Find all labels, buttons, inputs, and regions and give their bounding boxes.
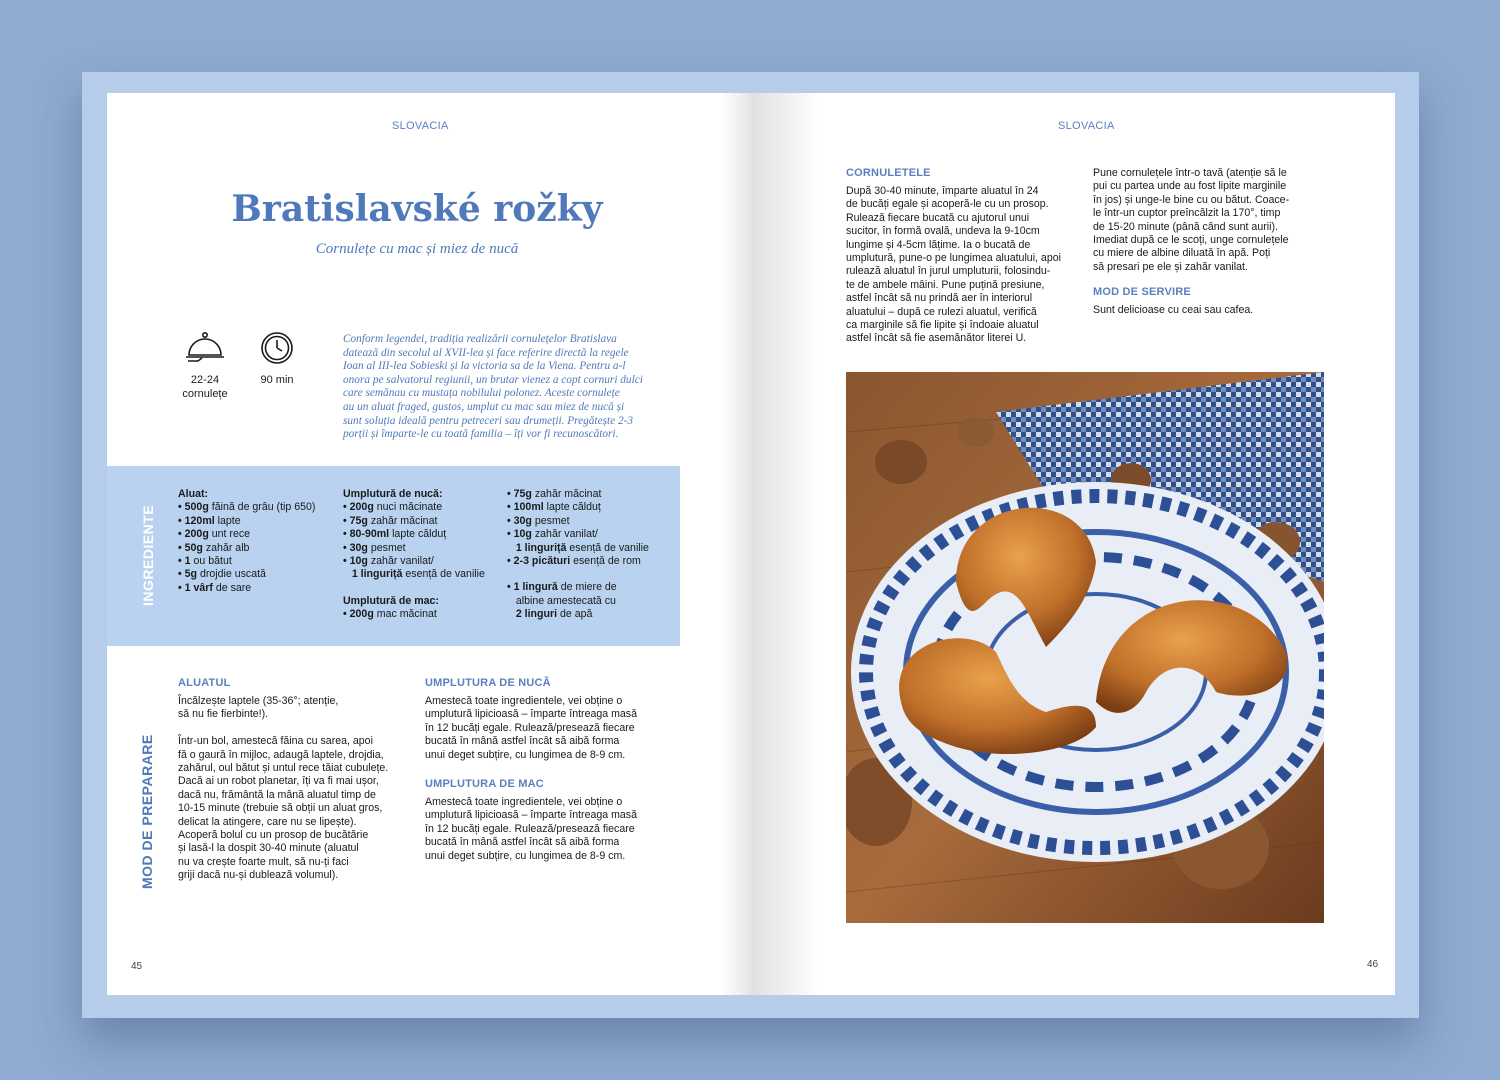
serving-heading: MOD DE SERVIRE	[1093, 286, 1191, 299]
ingredient-name: de miere de	[557, 581, 617, 594]
ingredient-name: albine amestecată cu	[507, 594, 616, 607]
ingredient-name: nuci măcinate	[373, 501, 443, 514]
ingredient-quantity: • 75g	[343, 514, 368, 527]
ingredient-name: zahăr vanilat/	[367, 555, 434, 568]
ingredient-name: lapte călduț	[389, 528, 447, 541]
ingredient-item	[507, 581, 649, 594]
ingredient-item	[178, 555, 315, 568]
cornuletele-heading: CORNULETELE	[846, 167, 931, 179]
ingredient-quantity: 1 linguriță	[343, 568, 403, 581]
ingredient-quantity: • 1 vârf	[178, 581, 213, 594]
nuca-text: Amestecă toate ingredientele, vei obține o umplutură lipicioasă – împarte întreaga masă în 12 bucăți egale. Rulează/presează fiecare bucată în mână astfel încât să aibă forma unui deget subțire, cu lungimea de 8-9 cm.	[425, 695, 637, 761]
bake-text: Pune cornulețele într-o tavă (atenție să le pui cu partea unde au fost lipite marginile în jos) și unge-le bine cu ou bătut. Coace- le într-un cuptor preîncălzit la 170°, timp de 15-20 minute (până când sunt aurii). Imediat după ce le scoți, unge cornulețele cu miere de albine diluată în apă. Poți să presari pe ele și zahăr vanilat.	[1093, 167, 1290, 273]
ingredient-name: lapte călduț	[543, 501, 601, 514]
ingredient-item	[178, 582, 315, 595]
clock-icon	[259, 331, 295, 365]
ingredient-quantity: • 200g	[343, 501, 374, 514]
time-label: 90 min	[260, 374, 294, 386]
ingredient-item	[178, 501, 315, 514]
ingredient-name: lapte	[214, 514, 241, 527]
intro-line: au un aluat fraged, gustos, umplut cu mac sau miez de nucă și	[343, 400, 625, 413]
aluatul-text: Încălzește laptele (35-36°; atenție, să nu fie fierbinte!). Într-un bol, amestecă făina cu sarea, apoi fă o gaură în mijloc, adaugă laptele, drojdia, zahărul, oul bătut și untul rece tăiat cubulețe. Dacă ai un robot planetar, îți va fi mai ușor, dacă nu, frământă la mână aluatul timp de 10-15 minute (trebuie să obții un aluat gros, delicat la atingere, care nu se lipește). Acoperă bolul cu un prosop de bucătărie și lasă-l la dospit 30-40 minute (aluatul nu va crește foarte mult, să nu-ți faci griji dacă nu-și dublează volumul).	[178, 695, 389, 882]
open-book	[82, 72, 1419, 1018]
ingredient-item	[507, 501, 649, 514]
ingredient-quantity: • 100ml	[507, 501, 544, 514]
ingredient-name: mac măcinat	[373, 608, 437, 621]
ingredient-item	[507, 542, 649, 555]
ingredient-name: de apă	[557, 608, 593, 621]
ingredient-item	[343, 555, 485, 568]
intro-line: Conform legendei, tradiția realizării cornulețelor Bratislava	[343, 333, 617, 345]
time-stat	[242, 331, 312, 387]
ingredient-name: făină de grâu (tip 650)	[208, 501, 316, 514]
ingredient-item	[343, 542, 485, 555]
mac-text: Amestecă toate ingredientele, vei obține o umplutură lipicioasă – împarte întreaga masă în 12 bucăți egale. Rulează/presează fiecare bucată în mână astfel încât să aibă forma unui deget subțire, cu lungimea de 8-9 cm.	[425, 796, 637, 862]
ingredient-quantity: 2 linguri	[507, 608, 558, 621]
ingredient-quantity: • 30g	[343, 541, 368, 554]
ingredient-item	[343, 501, 485, 514]
left-page	[107, 93, 751, 995]
running-head: SLOVACIA	[392, 120, 449, 132]
ingredient-item	[343, 568, 485, 581]
mac-section	[425, 778, 685, 863]
ingredient-item	[343, 515, 485, 528]
ingredient-quantity: • 200g	[178, 528, 209, 541]
ingredient-quantity: • 75g	[507, 488, 532, 500]
page-number-right: 46	[1367, 959, 1379, 970]
ingredient-item	[507, 555, 649, 568]
ingredient-item	[507, 515, 649, 528]
servings-label: 22-24 cornulețe	[182, 374, 228, 400]
ingredients-column-extra	[507, 488, 649, 622]
running-head: SLOVACIA	[1058, 120, 1115, 132]
ingredient-quantity: • 2-3 picături	[507, 555, 571, 568]
ingredient-quantity: • 1	[178, 555, 191, 568]
gutter-shadow-right	[751, 93, 821, 995]
recipe-title: Bratislavské rožky	[231, 188, 603, 230]
aluatul-heading: ALUATUL	[178, 677, 231, 689]
ingredient-quantity: 1 linguriță	[507, 541, 567, 554]
recipe-subtitle: Cornulețe cu mac și miez de nucă	[315, 241, 519, 257]
ingredient-item	[178, 488, 315, 501]
ingredients-band	[107, 466, 680, 646]
ingredients-column-aluat	[178, 488, 315, 595]
ingredients-label: INGREDIENTE	[140, 504, 156, 606]
ingredient-item	[343, 595, 485, 608]
right-page	[751, 93, 1395, 995]
ingredient-quantity: • 10g	[507, 528, 532, 541]
ingredient-name: de sare	[212, 581, 252, 594]
ingredient-quantity: • 10g	[343, 555, 368, 568]
gutter-shadow-left	[721, 93, 751, 995]
ingredient-name: pesmet	[367, 541, 406, 554]
ingredient-item	[178, 568, 315, 581]
ingredient-name: zahăr vanilat/	[531, 528, 598, 541]
cornuletele-section	[846, 167, 1086, 346]
ingredient-name: zahăr alb	[202, 541, 250, 554]
intro-line: sunt soluția ideală pentru petreceri sau drumeții. Pregătește 2-3	[343, 414, 634, 427]
mac-heading: UMPLUTURA DE MAC	[425, 778, 544, 790]
ingredient-item	[178, 515, 315, 528]
intro-text	[343, 333, 673, 442]
ingredients-column-fillings	[343, 488, 485, 622]
ingredient-item	[178, 542, 315, 555]
recipe-photo	[846, 372, 1324, 923]
ingredient-item	[343, 528, 485, 541]
intro-line: porții și împarte-le cu toată familia – îți vor fi recunoscători.	[343, 428, 619, 441]
ingredient-quantity: Umplutură de nucă:	[343, 488, 443, 500]
ingredient-item	[178, 528, 315, 541]
ingredient-name: esență de rom	[570, 555, 641, 568]
intro-line: datează din secolul al XVII-lea și face referire directă la regele	[343, 346, 629, 359]
ingredient-item	[343, 608, 485, 621]
ingredient-quantity: Umplutură de mac:	[343, 594, 439, 607]
page-number-left: 45	[131, 961, 143, 972]
ingredient-item	[507, 568, 649, 581]
ingredient-item	[507, 608, 649, 621]
nuca-section	[425, 677, 685, 762]
ingredient-quantity: • 50g	[178, 541, 203, 554]
ingredient-item	[343, 488, 485, 501]
ingredient-name: zahăr măcinat	[367, 514, 438, 527]
ingredient-name: zahăr măcinat	[531, 488, 602, 500]
ingredient-item	[507, 488, 649, 501]
ingredient-item	[507, 595, 649, 608]
ingredient-quantity: • 500g	[178, 501, 209, 514]
bake-section	[1093, 167, 1318, 318]
ingredient-name: drojdie uscată	[197, 568, 266, 581]
cornuletele-text: După 30-40 minute, împarte aluatul în 24 de bucăți egale și acoperă-le cu un prosop. Rulează fiecare bucată cu ajutorul unui sucitor, în formă ovală, undeva la 9-10cm lungime și 4-5cm lățime. Ia o bucată de umplutură, pune-o pe lungimea aluatului, apoi rulează aluatul în jurul umpluturii, folosindu- te de ambele mâini. Pune puțină presiune, astfel încât să nu prindă aer în interiorul aluatului – după ce rulezi aluatul, verifică ca marginile să fie lipite și îndoaie aluatul astfel încât să fie asemănător literei U.	[846, 185, 1061, 345]
ingredient-name: pesmet	[531, 514, 570, 527]
ingredient-quantity: • 30g	[507, 514, 532, 527]
intro-line: care semănau cu mustața nobilului polonez. Aceste cornulețe	[343, 387, 620, 400]
serving-text: Sunt delicioase cu ceai sau cafea.	[1093, 304, 1254, 317]
method-label: MOD DE PREPARARE	[139, 734, 155, 889]
ingredient-name: esență de vanilie	[566, 541, 649, 554]
ingredient-item	[343, 582, 485, 595]
intro-line: Ioan al III-lea Sobieski și la victoria sa de la Viena. Pentru a-l	[343, 360, 626, 373]
ingredient-name: ou bătut	[190, 555, 232, 568]
ingredient-item	[507, 528, 649, 541]
ingredient-quantity: • 1 lingură	[507, 581, 558, 594]
ingredient-quantity: Aluat:	[178, 488, 209, 500]
pastry-plate-illustration	[846, 372, 1324, 923]
ingredient-quantity: • 120ml	[178, 514, 215, 527]
intro-line: onora pe salvatorul regiunii, un brutar vienez a copt cornuri dulci	[343, 373, 643, 386]
ingredient-name: unt rece	[208, 528, 251, 541]
serving-platter-icon	[184, 331, 226, 365]
nuca-heading: UMPLUTURA DE NUCĂ	[425, 677, 551, 689]
servings-stat	[170, 331, 240, 401]
ingredient-quantity: • 200g	[343, 608, 374, 621]
ingredient-name: esență de vanilie	[402, 568, 485, 581]
aluatul-section	[178, 677, 418, 883]
ingredient-quantity: • 80-90ml	[343, 528, 390, 541]
ingredient-quantity: • 5g	[178, 568, 198, 581]
